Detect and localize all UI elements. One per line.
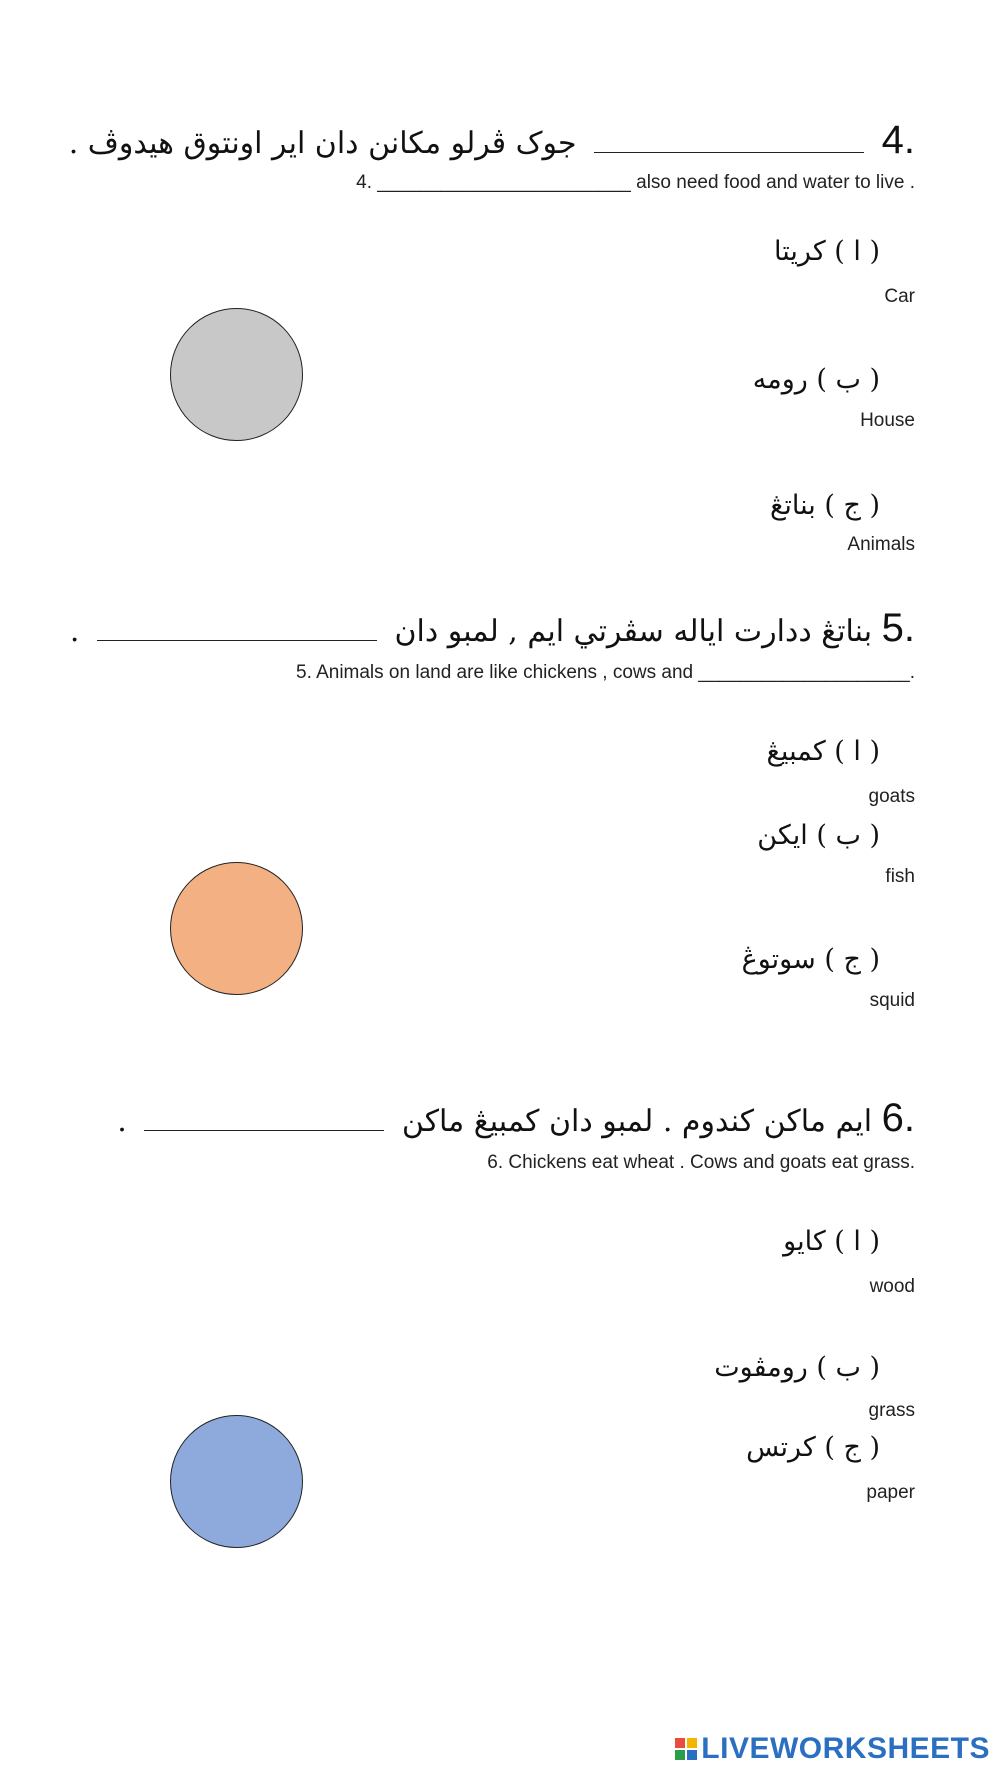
question-5-blank[interactable] (97, 639, 377, 641)
logo-square-red (675, 1738, 685, 1748)
question-5-option-c-jawi[interactable]: ( ج ) سوتوڠ (741, 944, 880, 975)
question-5-answer-circle[interactable] (170, 862, 303, 995)
logo-squares-icon (675, 1738, 697, 1760)
question-5-option-b-english: fish (885, 866, 915, 887)
liveworksheets-logo (675, 1732, 990, 1766)
question-5-jawi: 5. بناتڠ ددارت اياله سڤرتي ايم , لمبو دان . (69, 606, 915, 650)
question-5-number: 5. (881, 606, 915, 650)
question-6-option-c-jawi[interactable]: ( ج ) کرتس (746, 1432, 880, 1463)
question-6-option-b-english: grass (868, 1400, 915, 1421)
question-4-option-c-english: Animals (847, 534, 915, 555)
question-6-option-a-jawi[interactable]: ( ا ) کايو (783, 1226, 880, 1257)
question-4-option-b-english: House (860, 410, 915, 431)
question-4-option-c-jawi[interactable]: ( ج ) بناتڠ (769, 490, 880, 521)
question-6-blank[interactable] (144, 1129, 384, 1131)
question-6-answer-circle[interactable] (170, 1415, 303, 1548)
question-6-english: 6. Chickens eat wheat . Cows and goats eat grass. (487, 1152, 915, 1173)
question-4-number: 4. (881, 118, 915, 162)
logo-square-yellow (687, 1738, 697, 1748)
question-5-jawi-text: بناتڠ ددارت اياله سڤرتي ايم , لمبو دان (394, 614, 873, 649)
question-6-option-c-english: paper (866, 1482, 915, 1503)
question-5-option-a-english: goats (868, 786, 915, 807)
logo-text: LIVEWORKSHEETS (701, 1732, 990, 1765)
question-4-blank[interactable] (594, 151, 864, 153)
question-6-option-a-english: wood (869, 1276, 915, 1297)
question-6-jawi-text: ايم ماکن کندوم . لمبو دان کمبيڠ ماکن (401, 1104, 873, 1139)
question-5-option-b-jawi[interactable]: ( ب ) ايکن (757, 820, 880, 851)
question-4-english-blank[interactable]: ________________________ (377, 172, 631, 193)
question-5-english: 5. Animals on land are like chickens , cows and ____________________. (296, 662, 915, 683)
question-4-option-a-english: Car (884, 286, 915, 307)
logo-square-green (675, 1750, 685, 1760)
question-4-jawi-text: جوک ڤرلو مکانن دان اير اونتوق هيدوڤ . (68, 126, 577, 161)
question-6-option-b-jawi[interactable]: ( ب ) رومڤوت (714, 1352, 880, 1383)
question-6-jawi: 6. ايم ماکن کندوم . لمبو دان کمبيڠ ماکن . (117, 1096, 915, 1140)
question-4-jawi (69, 118, 915, 163)
question-4-answer-circle[interactable] (170, 308, 303, 441)
question-4-english: 4. ________________________ also need food and water to live . (356, 172, 915, 193)
logo-square-blue (687, 1750, 697, 1760)
question-6-number: 6. (881, 1096, 915, 1140)
question-5-option-a-jawi[interactable]: ( ا ) کمبيڠ (766, 736, 880, 767)
question-5-option-c-english: squid (869, 990, 915, 1011)
question-4-option-b-jawi[interactable]: ( ب ) رومه (752, 364, 880, 395)
question-4-option-a-jawi[interactable]: ( ا ) کريتا (774, 236, 880, 267)
